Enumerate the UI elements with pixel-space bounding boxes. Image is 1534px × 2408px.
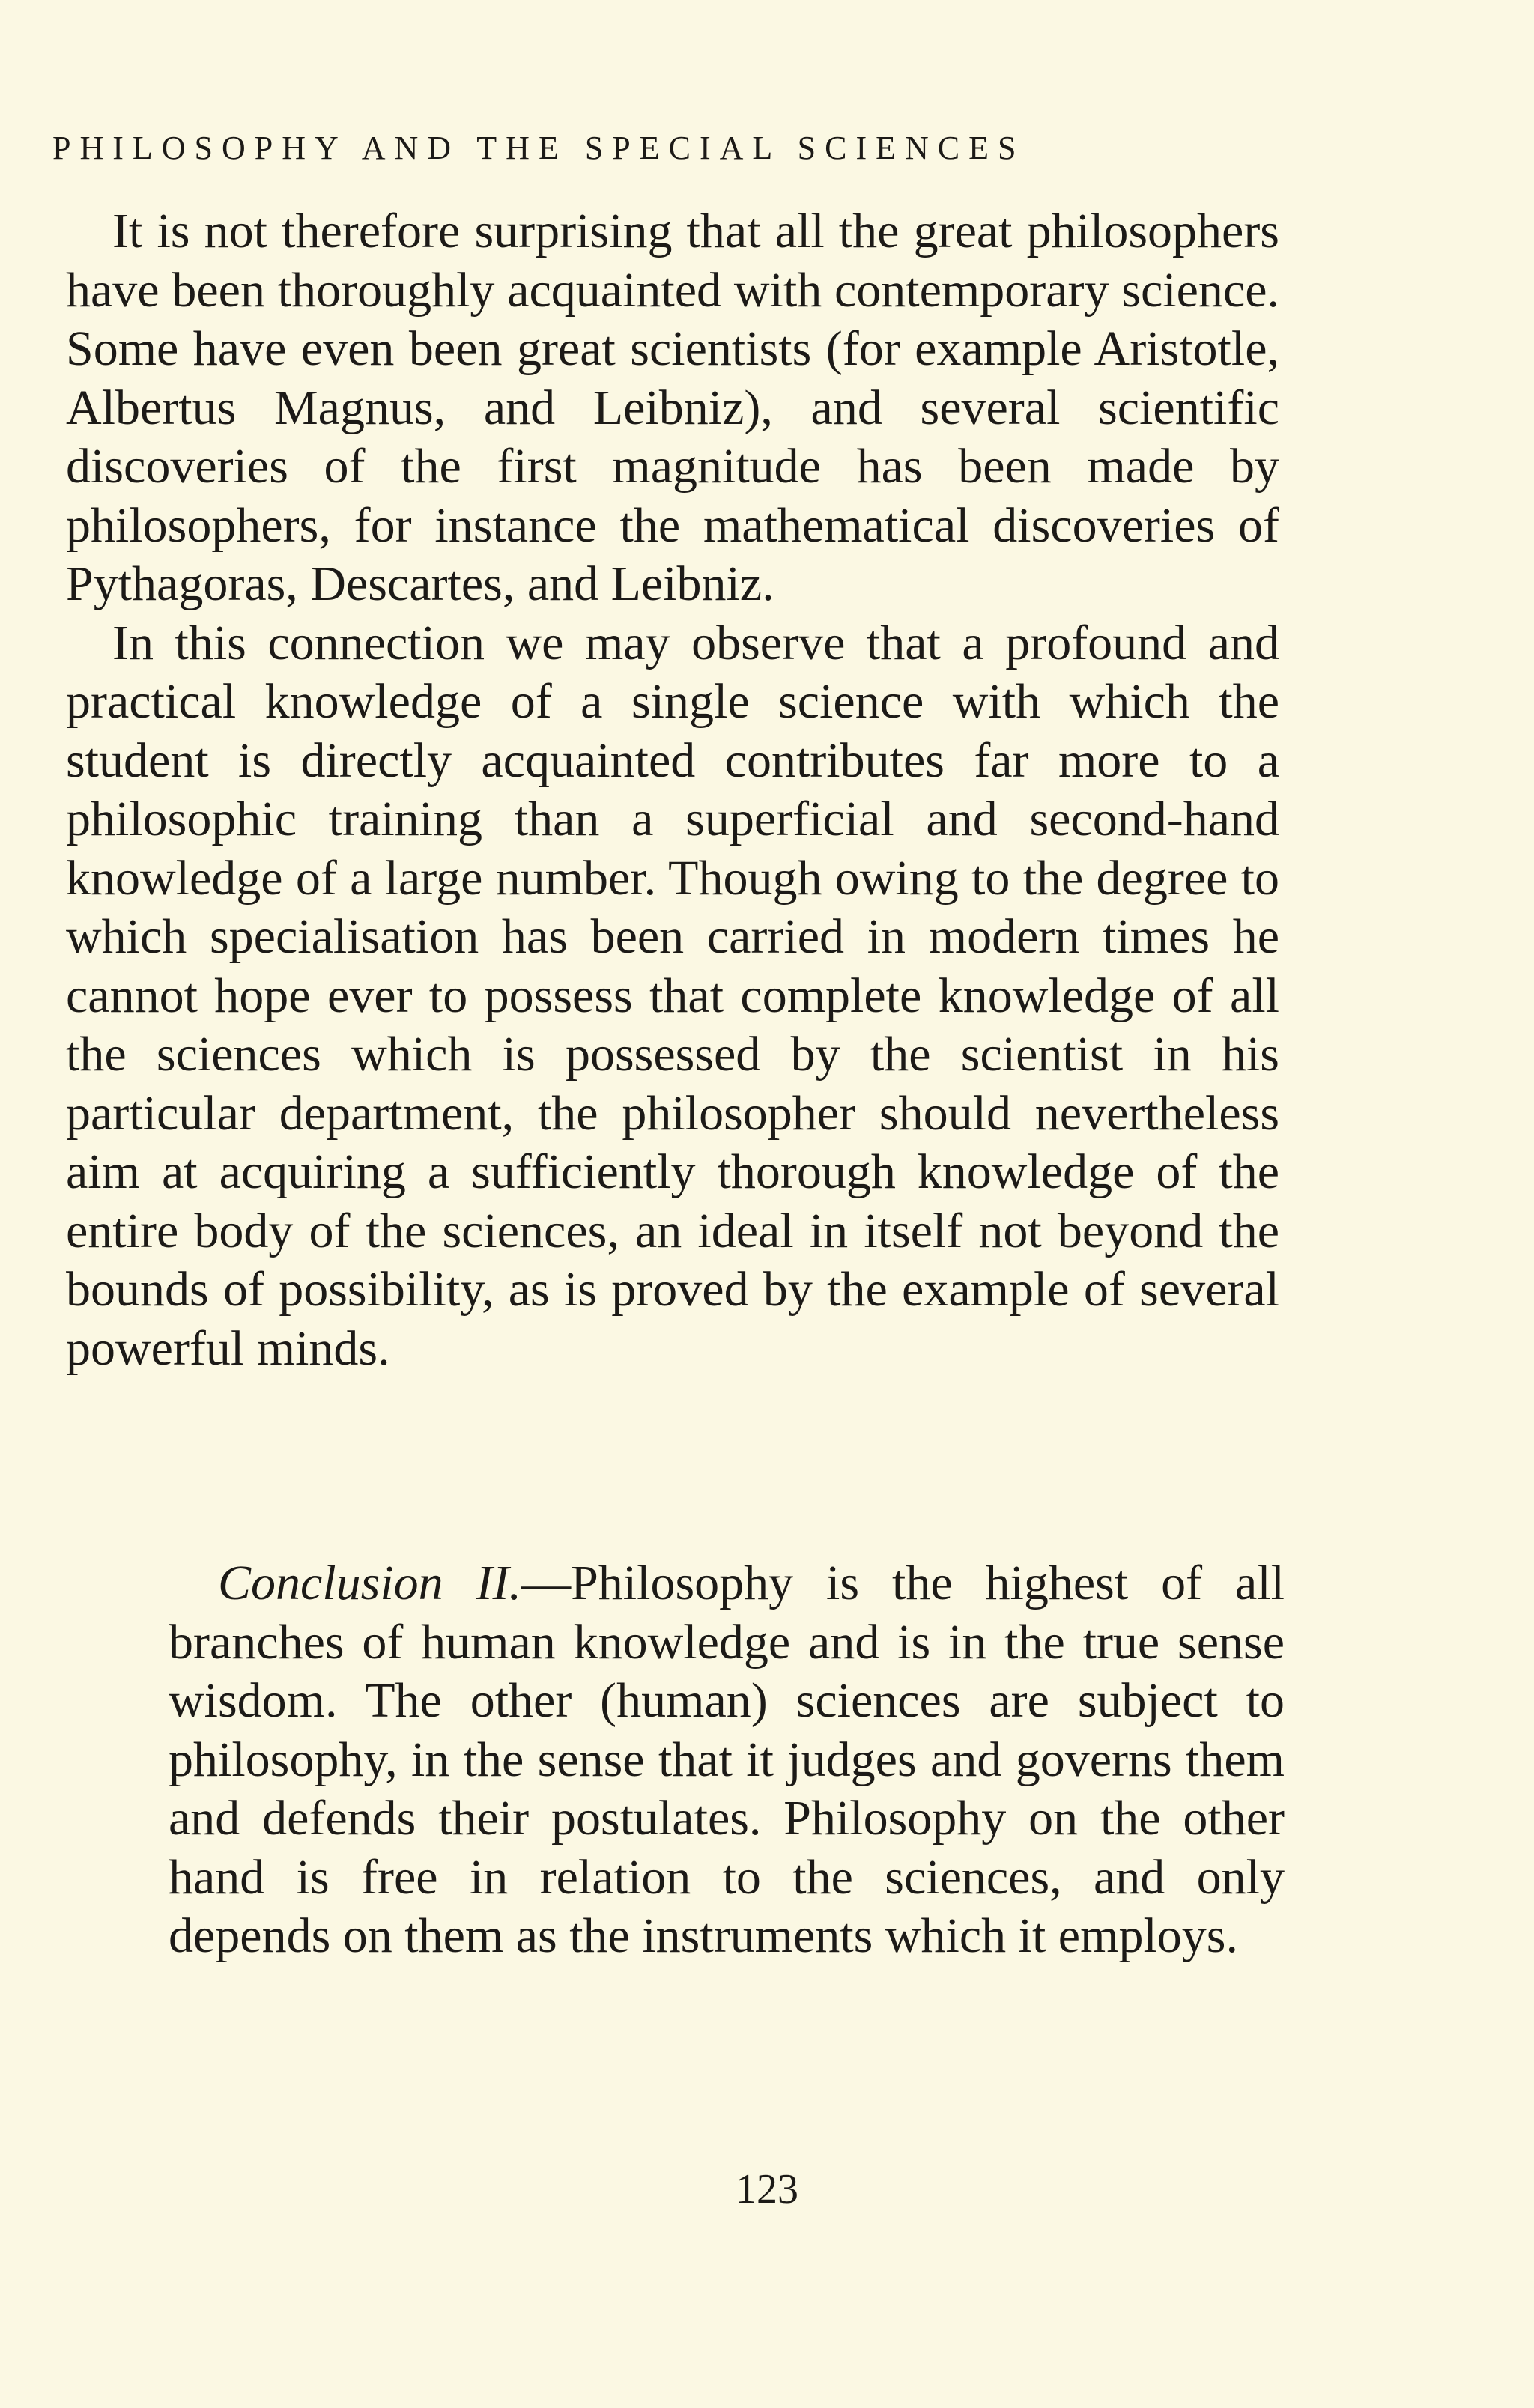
page-number: 123 <box>736 2166 798 2213</box>
paragraph-1: It is not therefore surprising that all the great philosophers have been thoroughly acquainted with contemporary science. Some have even been great scientists (for example Aristotle, Albertus Magnus, and Leibniz), and several scientific discoveries of the first magnitude has been made by philosophers, for instance the mathematical discoveries of Pythagoras, Descartes, and Leibniz. <box>66 204 1279 611</box>
conclusion-paragraph <box>169 1554 1285 1966</box>
body-text <box>66 202 1279 1378</box>
running-head: PHILOSOPHY AND THE SPECIAL SCIENCES <box>52 130 1025 166</box>
paragraph-2: In this connection we may observe that a profound and practical knowledge of a single science with which the student is directly acquainted contributes far more to a philosophic training than a superficial and second-hand knowledge of a large number. Though owing to the degree to which specialisation has been carried in modern times he cannot hope ever to possess that complete knowledge of all the sciences which is possessed by the scientist in his particular department, the philosopher should nevertheless aim at acquiring a sufficiently thorough knowledge of the entire body of the sciences, an ideal in itself not beyond the bounds of possibility, as is proved by the example of several powerful minds. <box>66 615 1279 1376</box>
conclusion-label: Conclusion II. <box>218 1556 522 1610</box>
conclusion-text: —Philosophy is the highest of all branches of human knowledge and is in the true sense wisdom. The other (human) sciences are subject to philosophy, in the sense that it judges and governs them and defends their postulates. Philosophy on the other hand is free in relation to the sciences, and only depends on them as the instruments which it employs. <box>169 1556 1285 1963</box>
conclusion-block <box>169 1554 1285 1966</box>
